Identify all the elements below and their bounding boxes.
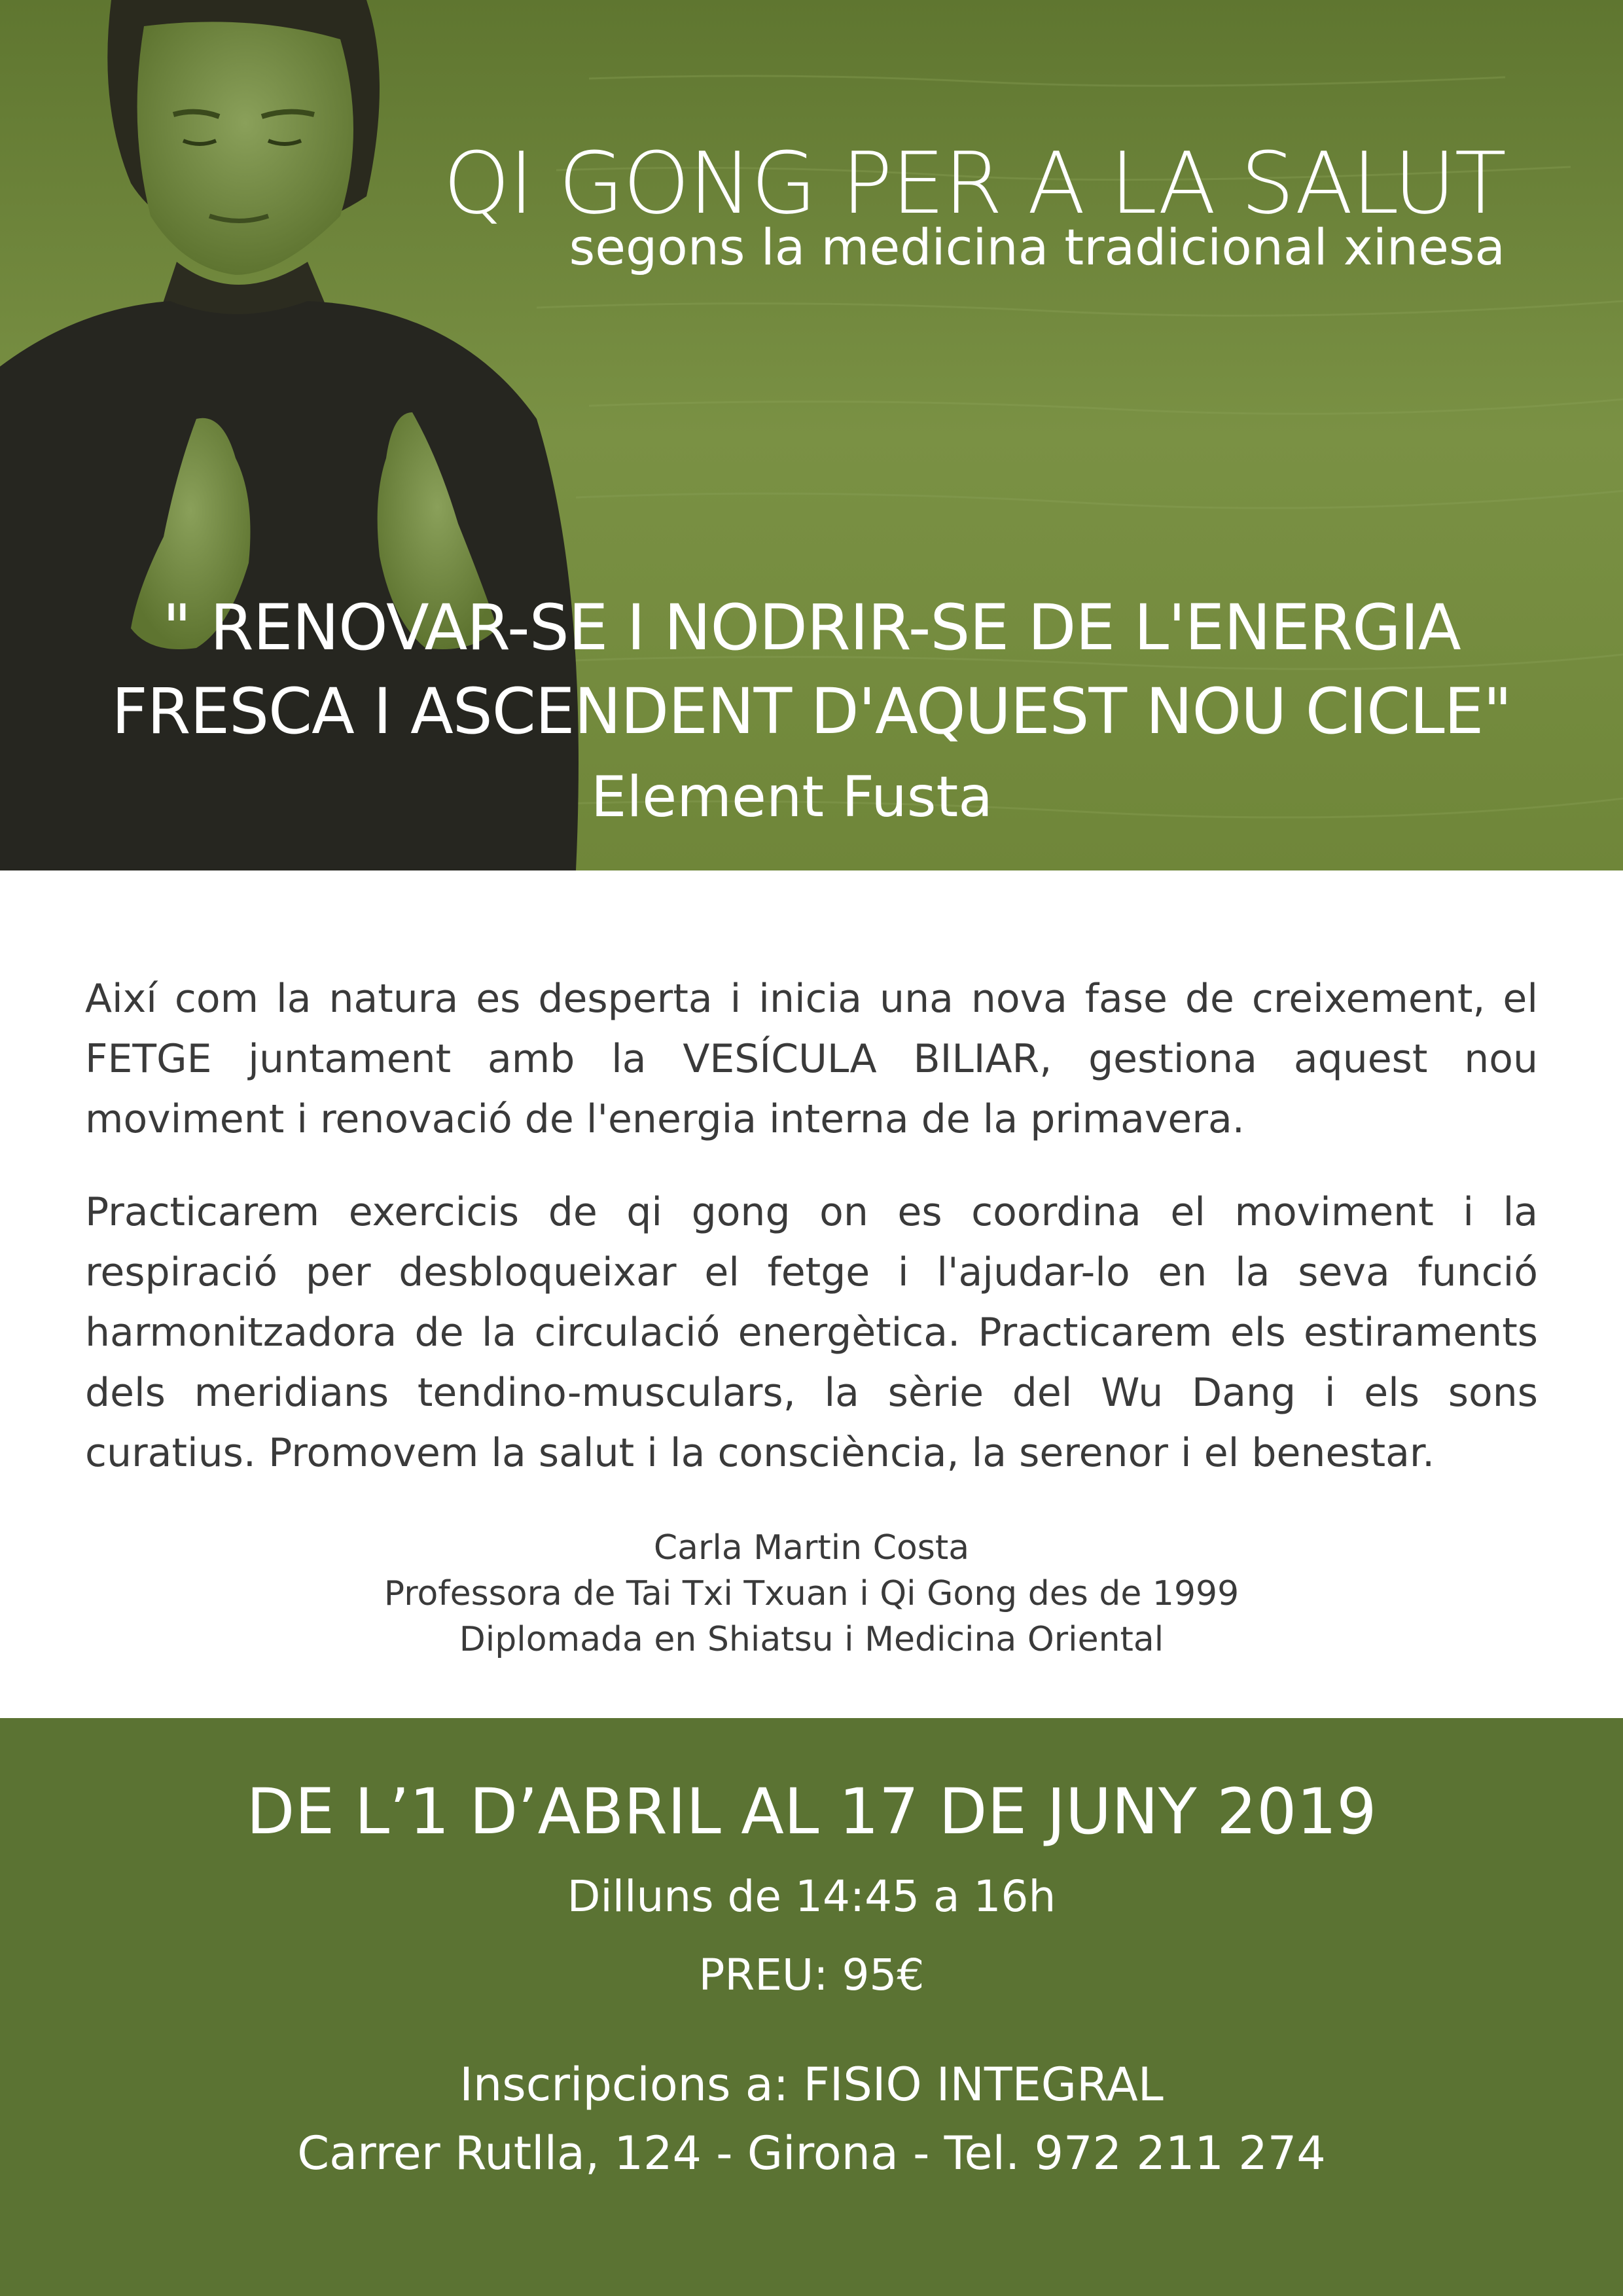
instructor-credential-1: Professora de Tai Txi Txuan i Qi Gong des de 1999 (383, 1574, 1240, 1613)
element-label: Element Fusta (591, 764, 993, 830)
course-dates: DE L’1 D’ABRIL AL 17 DE JUNY 2019 (246, 1775, 1377, 1848)
course-price: PREU: 95€ (698, 1950, 925, 2000)
hero-banner (0, 0, 1623, 870)
course-schedule: Dilluns de 14:45 a 16h (567, 1871, 1056, 1922)
address: Carrer Rutlla, 124 - Girona - Tel. 972 211 274 (297, 2126, 1326, 2180)
quote (0, 586, 1623, 753)
page-subtitle: segons la medicina tradicional xinesa (569, 218, 1505, 276)
description (85, 969, 1538, 1516)
description-paragraph-1: Així com la natura es desperta i inicia una nova fase de creixement, el FETGE juntament amb la VESÍCULA BILIAR, gestiona aquest nou moviment i renovació de l'energia interna de la primavera. (85, 976, 1538, 1142)
inscriptions: Inscripcions a: FISIO INTEGRAL (459, 2058, 1164, 2111)
footer-info (0, 1718, 1623, 2296)
instructor-signature (0, 1525, 1623, 1662)
quote-line-1: " RENOVAR-SE I NODRIR-SE DE L'ENERGIA (162, 591, 1461, 664)
page-title: QI GONG PER A LA SALUT (443, 134, 1505, 233)
description-paragraph-2: Practicarem exercicis de qi gong on es coordina el moviment i la respiració per desbloqueixar el fetge i l'ajudar-lo en la seva funció harmonitzadora de la circulació energètica. Practicarem els estiraments dels meridians tendino-musculars, la sèrie del Wu Dang i els sons curatius. Promovem la salut i la consciència, la serenor i el benestar. (85, 1189, 1538, 1476)
instructor-name: Carla Martin Costa (653, 1528, 970, 1568)
quote-line-2: FRESCA I ASCENDENT D'AQUEST NOU CICLE" (111, 675, 1512, 748)
instructor-credential-2: Diplomada en Shiatsu i Medicina Oriental (459, 1620, 1164, 1659)
